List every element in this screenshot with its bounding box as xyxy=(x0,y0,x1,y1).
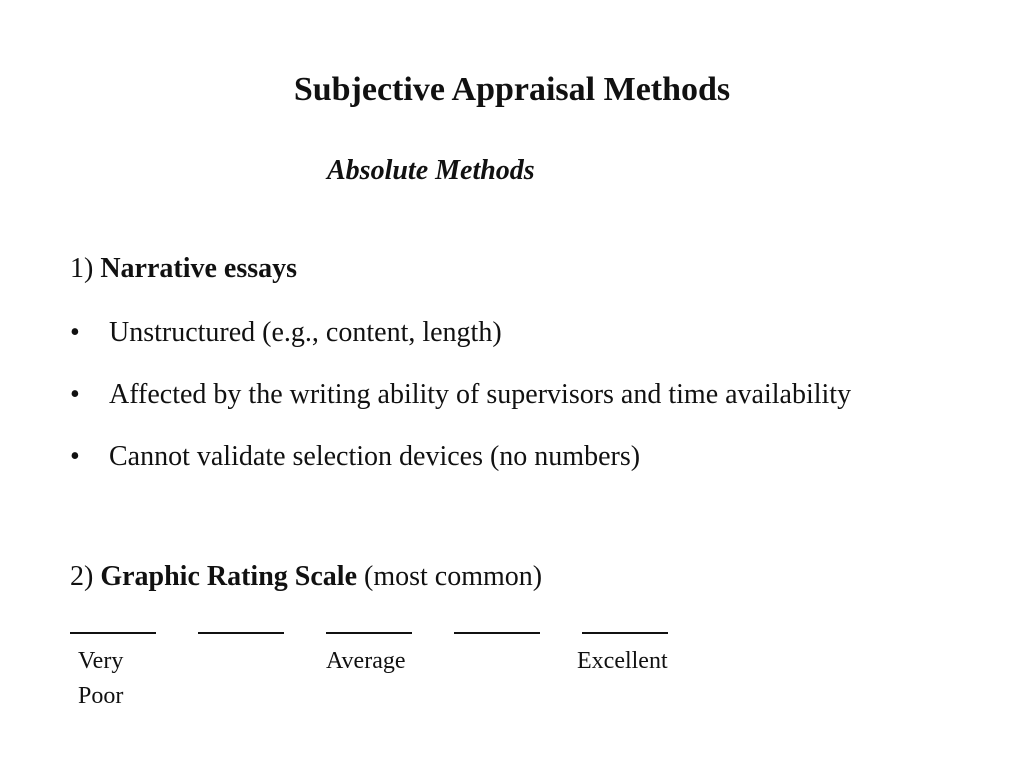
bullet-list xyxy=(70,312,900,498)
bullet-item xyxy=(70,436,900,477)
section-note: (most common) xyxy=(364,561,543,592)
rating-blank-line xyxy=(70,632,156,634)
section-number: 2) xyxy=(70,561,94,592)
section-label: Graphic Rating Scale xyxy=(100,561,357,592)
scale-label-average: Average xyxy=(326,648,406,674)
section-narrative-essays xyxy=(70,250,297,288)
section-label: Narrative essays xyxy=(100,253,298,284)
bullet-item xyxy=(70,374,900,415)
rating-blank-line xyxy=(326,632,412,634)
bullet-marker: • xyxy=(70,441,80,472)
rating-blank-line xyxy=(198,632,284,634)
rating-blank-line xyxy=(454,632,540,634)
rating-blank-line xyxy=(582,632,668,634)
bullet-marker: • xyxy=(70,317,80,348)
slide-subtitle: Absolute Methods xyxy=(327,155,535,186)
bullet-text: Cannot validate selection devices (no numbers) xyxy=(109,441,641,472)
bullet-marker: • xyxy=(70,379,80,410)
bullet-text: Unstructured (e.g., content, length) xyxy=(109,317,502,348)
section-graphic-rating-scale xyxy=(70,558,542,596)
scale-label-very: Very xyxy=(78,648,124,674)
rating-scale-blanks xyxy=(70,606,710,636)
bullet-text: Affected by the writing ability of supervisors and time availability xyxy=(109,379,852,410)
bullet-item xyxy=(70,312,900,353)
scale-label-excellent: Excellent xyxy=(577,648,668,674)
scale-label-poor: Poor xyxy=(78,683,124,709)
section-number: 1) xyxy=(70,253,94,284)
slide-title: Subjective Appraisal Methods xyxy=(293,71,731,108)
